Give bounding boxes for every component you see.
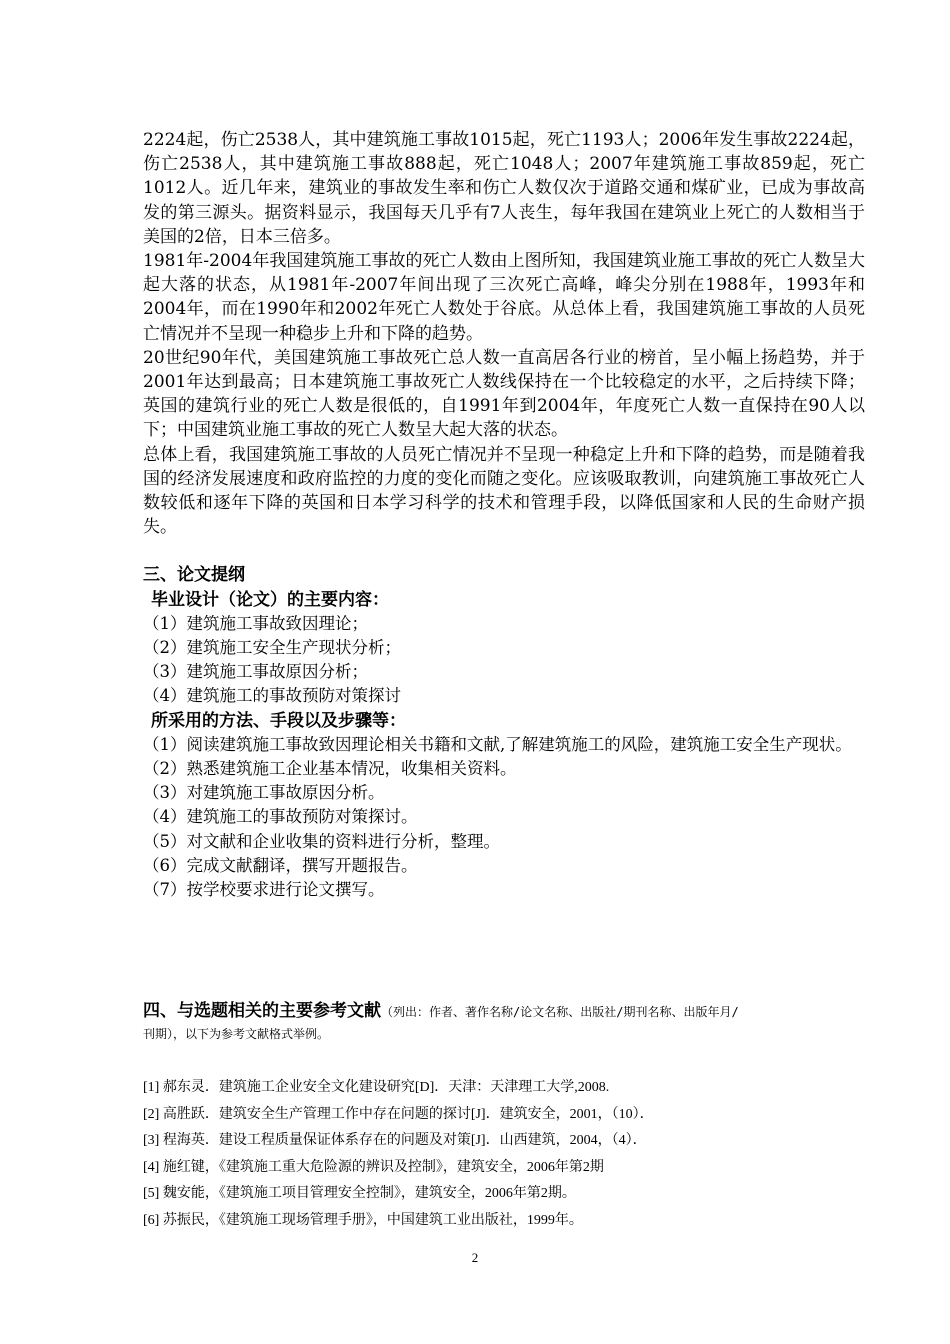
method-item: （6）完成文献翻译，撰写开题报告。 (143, 855, 418, 875)
reference-item: [5] 魏安能，《建筑施工项目管理安全控制》，建筑安全，2006年第2期。 (143, 1186, 576, 1202)
reference-item: [3] 程海英．建设工程质量保证体系存在的问题及对策[J]．山西建筑，2004，（4）． (143, 1133, 647, 1149)
references-note: （列出：作者、著作名称/论文名称、出版社/期刊名称、出版年月/ (381, 1005, 739, 1019)
reference-item: [2] 高胜跃．建筑安全生产管理工作中存在问题的探讨[J]．建筑安全，2001，（10）． (143, 1106, 654, 1122)
reference-list (143, 1075, 865, 1235)
reference-item: [4] 施红键，《建筑施工重大危险源的辨识及控制》，建筑安全，2006年第2期 (143, 1159, 604, 1175)
references-section (143, 1000, 865, 1235)
content-item: （2）建筑施工安全生产现状分析； (143, 638, 401, 658)
method-item: （1）阅读建筑施工事故致因理论相关书籍和文献,了解建筑施工的风险，建筑施工安全生产现状。 (143, 734, 852, 754)
page-number: 2 (471, 1250, 479, 1265)
content-item: （1）建筑施工事故致因理论； (143, 613, 368, 633)
reference-item: [1] 郝东灵．建筑施工企业安全文化建设研究[D]．天津：天津理工大学,2008. (143, 1080, 610, 1095)
content-subheading: 毕业设计（论文）的主要内容： (151, 589, 389, 610)
paragraph-conclusion: 总体上看，我国建筑施工事故的人员死亡情况并不呈现一种稳定上升和下降的趋势，而是随着我国的经济发展速度和政府监控的力度的变化而随之变化。应该吸取教训，向建筑施工事故死亡人数较低和逐年下降的英国和日本学习科学的技术和管理手段，以降低国家和人民的生命财产损失。 (143, 444, 865, 538)
reference-item: [6] 苏振民，《建筑施工现场管理手册》，中国建筑工业出版社，1999年。 (143, 1212, 583, 1228)
method-item: （2）熟悉建筑施工企业基本情况，收集相关资料。 (143, 759, 517, 779)
methods-subheading: 所采用的方法、手段以及步骤等： (151, 710, 406, 731)
method-item: （4）建筑施工的事故预防对策探讨。 (143, 807, 418, 827)
references-heading-title: 四、与选题相关的主要参考文献 (143, 1001, 381, 1021)
blank-line (143, 539, 865, 563)
content-item: （3）建筑施工事故原因分析； (143, 662, 368, 682)
references-heading (143, 1000, 865, 1023)
method-item: （5）对文献和企业收集的资料进行分析，整理。 (143, 831, 500, 851)
paragraph-international-comparison: 20世纪90年代，美国建筑施工事故死亡总人数一直高居各行业的榜首，呈小幅上扬趋势，并于2001年达到最高；日本建筑施工事故死亡人数线保持在一个比较稳定的水平，之后持续下降；英国的建筑行业的死亡人数是很低的，自1991年到2004年，年度死亡人数一直保持在90人以下；中国建筑业施工事故的死亡人数呈大起大落的状态。 (143, 347, 865, 441)
section-heading-outline: 三、论文提纲 (143, 565, 245, 586)
main-body (143, 128, 865, 902)
method-item: （3）对建筑施工事故原因分析。 (143, 783, 385, 803)
paragraph-china-trend: 1981年-2004年我国建筑施工事故的死亡人数由上图所知，我国建筑业施工事故的死亡人数呈大起大落的状态，从1981年-2007年间出现了三次死亡高峰，峰尖分别在1988年，1993年和2004年，而在1990年和2002年死亡人数处于谷底。从总体上看，我国建筑施工事故的人员死亡情况并不呈现一种稳步上升和下降的趋势。 (143, 251, 865, 344)
references-note-continued: 刊期），以下为参考文献格式举例。 (143, 1027, 330, 1041)
content-item: （4）建筑施工的事故预防对策探讨 (143, 686, 401, 706)
paragraph-accident-statistics: 2224起，伤亡2538人，其中建筑施工事故1015起，死亡1193人；2006年发生事故2224起，伤亡2538人，其中建筑施工事故888起，死亡1048人；2007年建筑施工事故859起，死亡1012人。近几年来，建筑业的事故发生率和伤亡人数仅次于道路交通和煤矿业，已成为事故高发的第三源头。据资料显示，我国每天几乎有7人丧生，每年我国在建筑业上死亡的人数相当于美国的2倍，日本三倍多。 (143, 130, 865, 247)
method-item: （7）按学校要求进行论文撰写。 (143, 880, 385, 900)
